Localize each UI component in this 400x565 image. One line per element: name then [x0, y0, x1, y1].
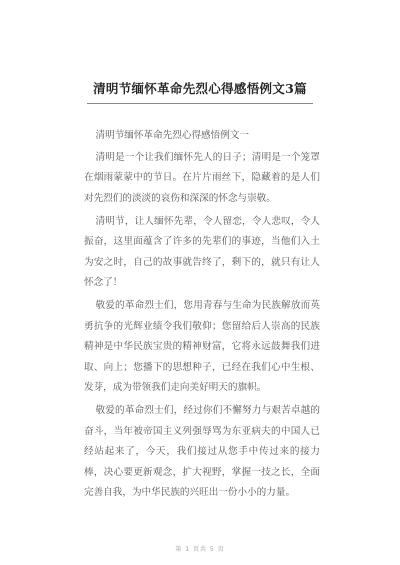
section-subheading: 清明节缅怀革命先烈心得感悟例文一 — [95, 130, 250, 141]
document-title: 清明节缅怀革命先烈心得感悟例文3篇 — [93, 81, 307, 96]
document-body — [84, 126, 320, 506]
page-number-footer: 第 1 页共 5 页 — [175, 546, 225, 553]
paragraph-4: 敬爱的革命烈士们，经过你们不懈努力与艰苦卓越的奋斗，当年被帝国主义列强辱骂为东亚病夫的中国人已经站起来了，今天，我们接过从您手中传过来的接力棒，决心要更新观念，扩大视野，掌握一技之长，全面完善自我，为中华民族的兴旺出一份小小的力量。 — [84, 405, 320, 498]
paragraph-1: 清明是一个让我们缅怀先人的日子；清明是一个笼罩在烟雨蒙蒙中的节日。在片片雨丝下，隐藏着的是人们对先烈们的淡淡的哀伤和深深的怀念与崇敬。 — [84, 151, 320, 204]
title-divider — [87, 103, 313, 104]
paragraph-3: 敬爱的革命烈士们，您用青春与生命为民族解放而英勇抗争的光辉业绩令我们敬仰；您留给后人崇高的民族精神是中华民族宝贵的精神财富，它将永远鼓舞我们进取、向上；您播下的思想种子，已经在我们心中生根、发芽，成为带领我们走向美好明天的旗帜。 — [84, 300, 320, 393]
paragraph-2: 清明节，让人缅怀先辈，令人留恋，令人悲叹，令人振奋，这里面蕴含了许多的先辈们的事迹，当他们入土为安之时，自己的故事就告终了，剩下的，就只有让人怀念了！ — [84, 215, 320, 288]
